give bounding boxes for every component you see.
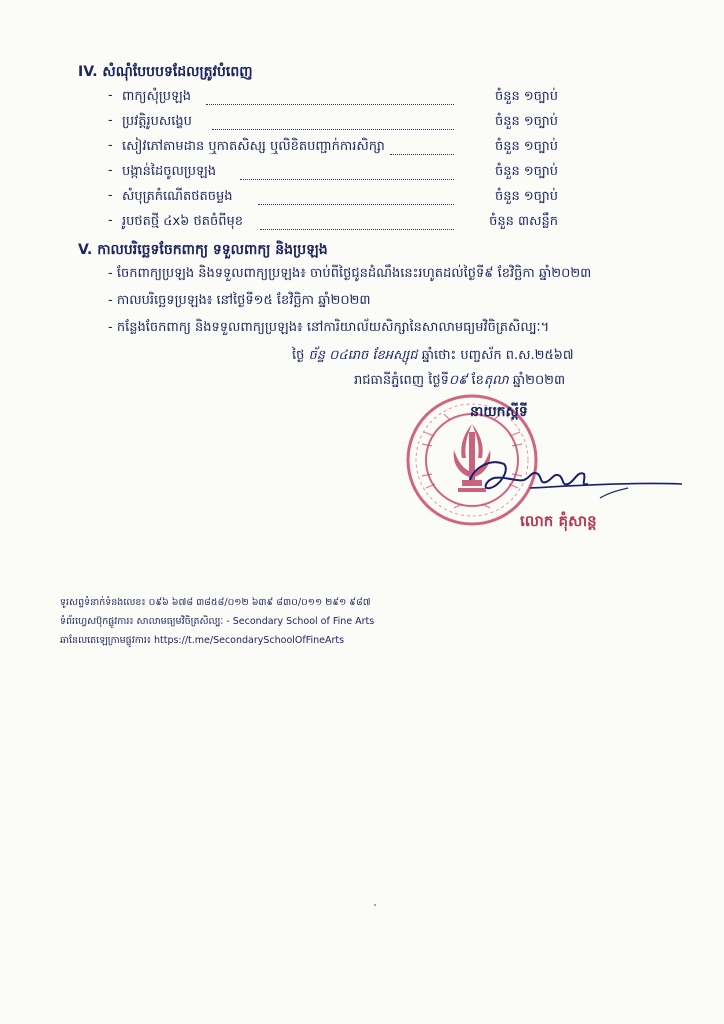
doc-count: ចំនួន ១ច្បាប់ [494, 164, 558, 179]
required-doc-item: - ពាក្យសុំប្រឡង ចំនួន ១ច្បាប់ [108, 88, 558, 108]
dot-leader [390, 138, 454, 155]
lunar-date-handwritten: ច័ន្ទ ០៤រោច ខែអស្សុជ [308, 348, 418, 363]
doc-name: បង្កាន់ដៃចូលប្រឡង [122, 164, 217, 179]
doc-count: ចំនួន ១ច្បាប់ [494, 189, 558, 204]
doc-count: ចំនួន ១ច្បាប់ [494, 89, 558, 104]
doc-name: ពាក្យសុំប្រឡង [122, 89, 191, 104]
director-name: លោក គុំសាន្ដ [520, 512, 597, 530]
section-4-title: IV. សំណុំបែបបទដែលត្រូវបំពេញ [78, 64, 253, 80]
section-5-title: V. កាលបរិច្ឆេទចែកពាក្យ ទទួលពាក្យ និងប្រឡង [78, 242, 328, 258]
lunar-date: ថ្ងៃ ច័ន្ទ ០៤រោច ខែអស្សុជ ឆ្នាំថោះ បញ្ចស័ក ព.ស.២៥៦៧ [292, 348, 574, 363]
dot-leader [258, 188, 454, 205]
dot-leader [260, 213, 454, 230]
required-doc-item: - សៀវភៅតាមដាន ឬកាតសិស្ស ឬលិខិតបញ្ជាក់ការសិក្សា ចំនួន ១ច្បាប់ [108, 138, 558, 158]
dot-leader [206, 88, 454, 105]
doc-name: សំបុត្រកំណើតថតចម្លង [122, 189, 233, 204]
doc-name: រូបថតថ្មី ៤x៦ ថតចំពីមុខ [122, 214, 244, 229]
doc-count: ចំនួន ១ច្បាប់ [494, 139, 558, 154]
schedule-line: - ចែកពាក្យប្រឡង និងទទួលពាក្យប្រឡង៖ ចាប់ពីថ្ងៃជូនដំណឹងនេះរហូតដល់ថ្ងៃទី៩ ខែវិច្ឆិកា ឆ្នាំ២០២៣ [108, 266, 592, 281]
required-doc-item: - សំបុត្រកំណើតថតចម្លង ចំនួន ១ច្បាប់ [108, 188, 558, 208]
paper-speck [374, 904, 376, 906]
facebook-page: ទំព័រហ្វេសប៊ុកផ្លូវការ៖ សាលាមធ្យមវិចិត្រសិល្បៈ - Secondary School of Fine Arts [60, 616, 375, 627]
dot-leader [212, 113, 454, 130]
schedule-line: - កាលបរិច្ឆេទប្រឡង៖ នៅថ្ងៃទី១៥ ខែវិច្ឆិកា ឆ្នាំ២០២៣ [108, 293, 371, 308]
solar-date: រាជធានីភ្នំពេញ ថ្ងៃទី០៩ ខែតុលា ឆ្នាំ២០២៣ [354, 373, 566, 388]
doc-name: ប្រវត្តិរូបសង្ខេប [122, 114, 192, 129]
dot-leader [240, 163, 454, 180]
schedule-line: - កន្លែងចែកពាក្យ និងទទួលពាក្យប្រឡង៖ នៅការិយាល័យសិក្សានៃសាលាមធ្យមវិចិត្រសិល្បៈ។ [108, 320, 550, 335]
doc-name: សៀវភៅតាមដាន ឬកាតសិស្ស ឬលិខិតបញ្ជាក់ការសិក្សា [122, 139, 385, 154]
required-doc-item: - បង្កាន់ដៃចូលប្រឡង ចំនួន ១ច្បាប់ [108, 163, 558, 183]
handwritten-signature [460, 440, 690, 510]
doc-count: ចំនួន ១ច្បាប់ [494, 114, 558, 129]
contact-phone: ទូរសព្ទទំនាក់ទំនងលេខ៖ ០៩៦ ៦៧៨ ៣៨៥៨/០១២ ៦៣៩ ៨៣០/០១១ ២៩១ ៩៨៧ [60, 597, 371, 608]
director-title: នាយកស្ដីទី [470, 404, 528, 420]
telegram-channel: ឆានែលតេឡេក្រាមផ្លូវការ៖ https://t.me/SecondarySchoolOfFineArts [60, 635, 345, 646]
doc-count: ចំនួន ៣សន្លឹក [489, 214, 558, 229]
required-doc-item: - ប្រវត្តិរូបសង្ខេប ចំនួន ១ច្បាប់ [108, 113, 558, 133]
required-doc-item: - រូបថតថ្មី ៤x៦ ថតចំពីមុខ ចំនួន ៣សន្លឹក [108, 213, 558, 233]
